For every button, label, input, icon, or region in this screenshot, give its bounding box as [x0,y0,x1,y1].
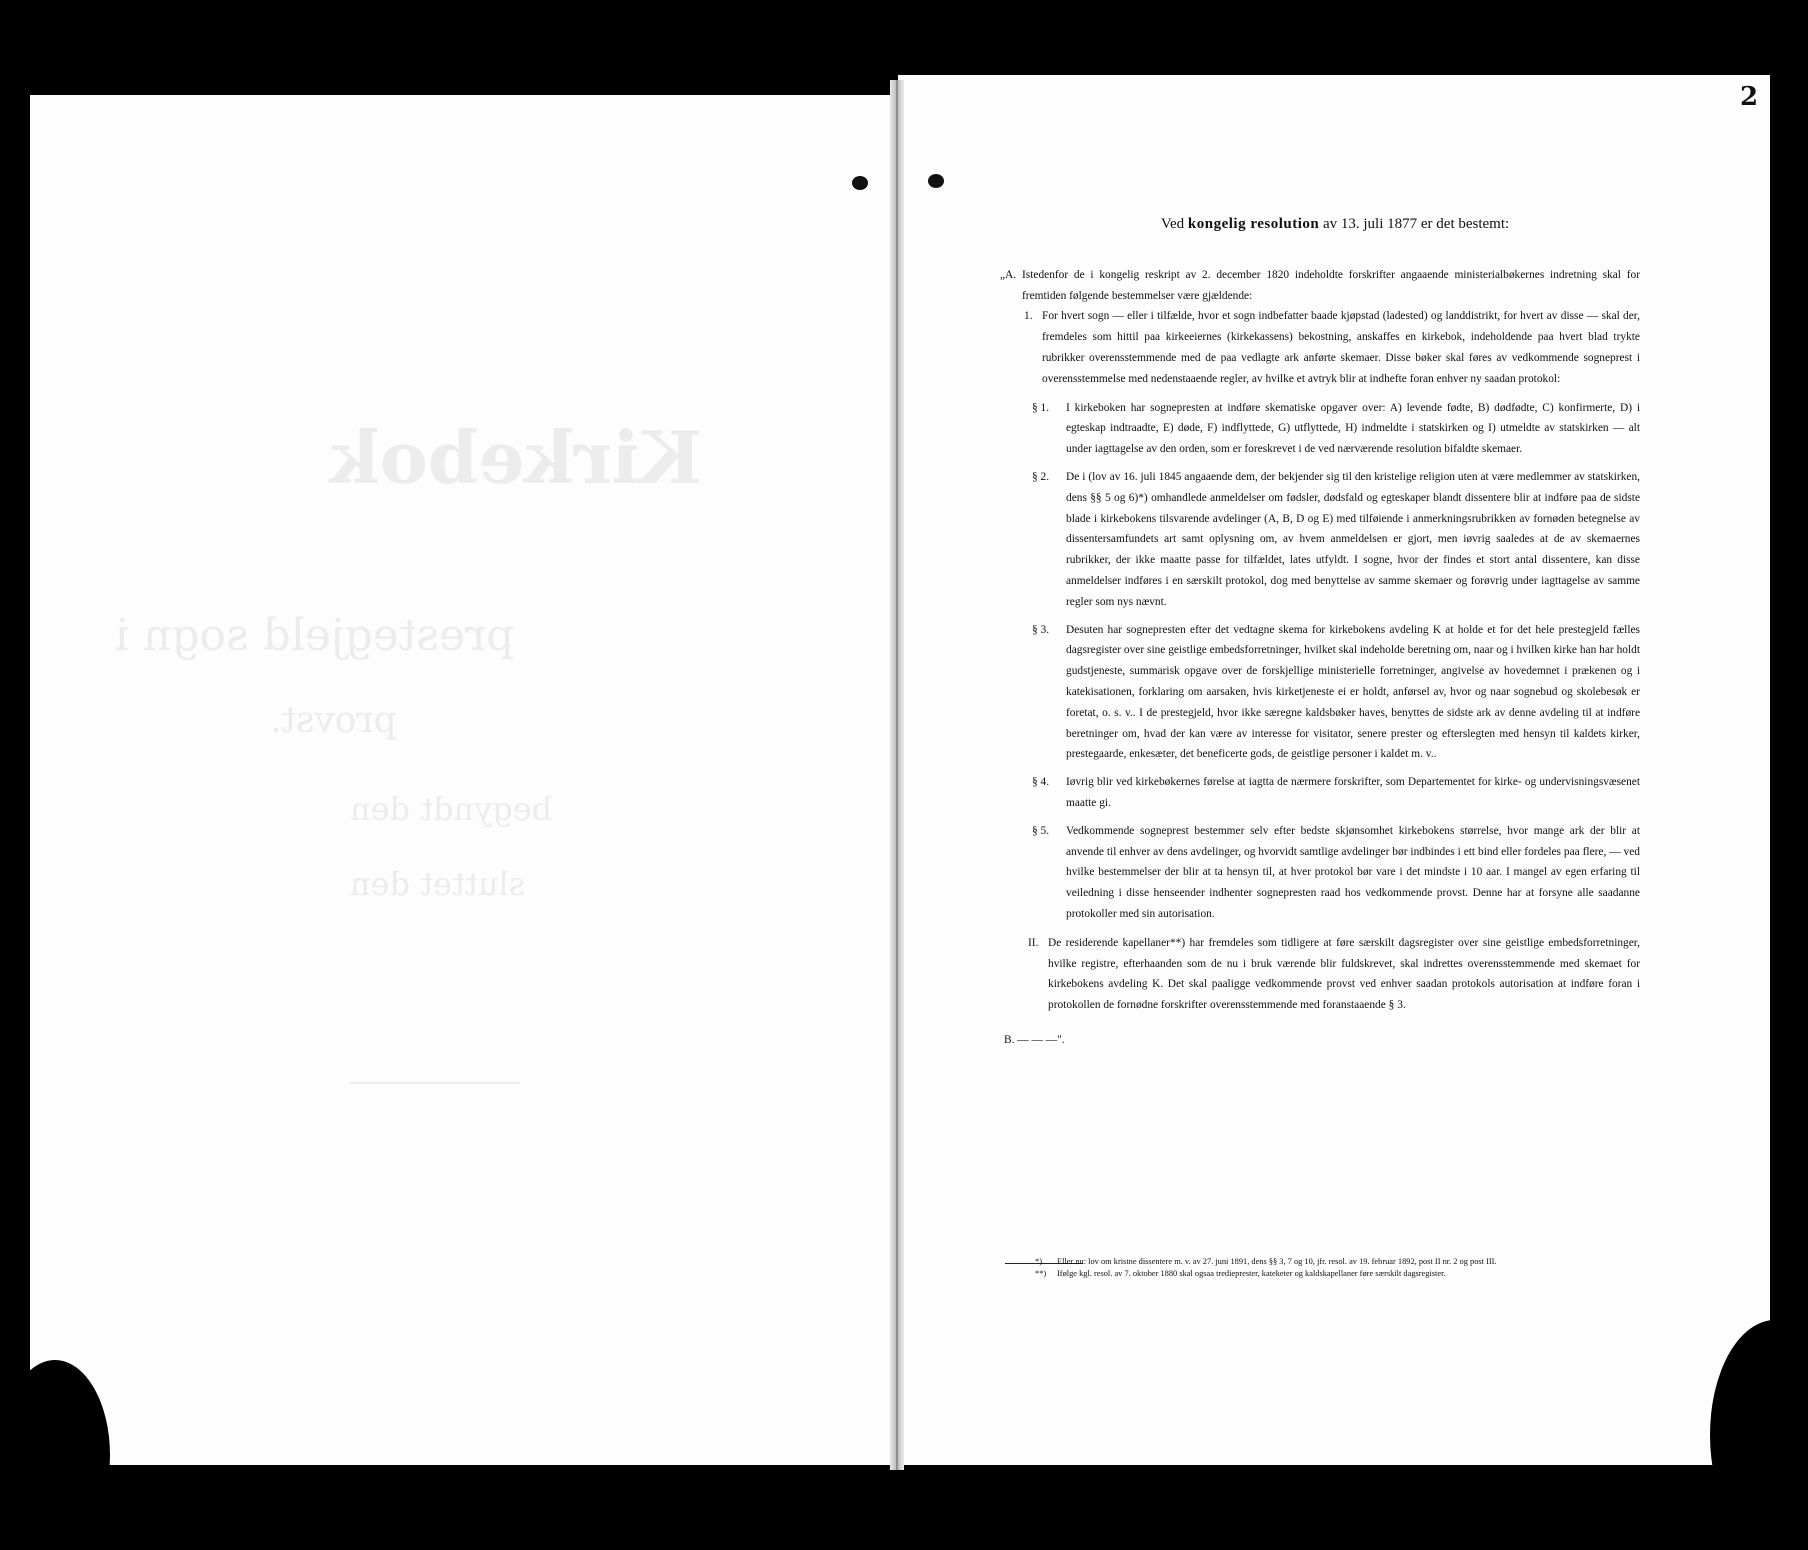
paragraph-text: Iøvrig blir ved kirkebøkernes førelse at iagtta de nærmere forskrifter, som Departementet for kirke- og undervisningsvæsenet maatte gi. [1066,776,1640,809]
paragraph-label: § 4. [1032,776,1050,789]
bleed-through-text: sluttet den [350,865,525,903]
item-label: 1. [1024,310,1033,323]
bleed-through-text: prestegjeld sogn i [115,610,515,661]
paragraph-3 [1032,620,1640,766]
item-text: De residerende kapellaner**) har fremdeles som tidligere at føre særskilt dagsregister over sine geistlige embedsforretninger, hvilke registre, efterhaanden som de nu i bruk værende blir fuldskrevet, skal indrettes overensstemmende med skemaet for kirkebokens avdeling K. Det skal paaligge vedkommende provst ved enhver saadan protokols autorisation at indføre foran i protokollen de fornødne forskrifter overensstemmende med foranstaaende § 3. [1048,936,1640,1012]
paragraph-1 [1032,398,1640,460]
corner-shadow [0,1360,110,1550]
bleed-through-text: provst. [270,700,397,741]
closing-line: B. — — —". [1004,1033,1065,1046]
paragraph-5 [1032,821,1640,925]
item-1 [1024,306,1640,389]
paragraph-label: § 5. [1032,824,1050,837]
bleed-through-rule [350,1082,520,1084]
heading-suffix: av 13. juli 1877 er det bestemt: [1322,216,1510,232]
section-a [1000,265,1640,307]
bleed-through-title: Kirkebok [330,415,702,500]
footnotes [1035,1256,1635,1280]
heading-prefix: Ved [1160,216,1185,232]
paragraph-label: § 1. [1032,401,1050,414]
heading-bold: kongelig resolution [1187,216,1320,232]
paragraph-label: § 3. [1032,623,1050,636]
bleed-through-text: begyndt den [350,790,553,828]
section-label: „A. [1000,268,1017,281]
item-label: II. [1028,936,1039,949]
paragraph-text: Desuten har sognepresten efter det vedtagne skema for kirkebokens avdeling K at holde et for det hele prestegjeld fælles dagsregister over sine geistlige embedsforretninger, hvilket skal indeholde beretning om, naar og i hvilken kirke han har holdt gudstjeneste, summarisk opgave over de forskjellige ministerielle forretninger, angivelse av hovedemnet i prækenen og i katekisationen, forklaring om aarsaken, hvis kirketjeneste ei er holdt, anførsel av, hvor og naar sognebud og skolebesøk er foretat, o. s. v.. I de prestegjeld, hvor ikke særegne kaldsbøker haves, benyttes de sidste ark av denne avdeling til at indføre beretninger om, hvad der kan være av interesse for visitator, senere prester og efterslegten med hensyn til kaldets kirker, prestegaarde, enkesæter, det beneficerte gods, de geistlige personer i kaldet m. v.. [1066,623,1640,761]
resolution-text [1000,210,1640,1051]
left-page [30,95,896,1465]
item-text: For hvert sogn — eller i tilfælde, hvor et sogn indbefatter baade kjøpstad (ladested) og landdistrikt, for hvert av disse — skal der, fremdeles som hittil paa kirkeeiernes (kirkekassens) bekostning, anskaffes en kirkebok, indeholdende paa hvert blad trykte rubrikker overensstemmende med de paa vedlagte ark anførte skemaer. Disse bøker skal føres av vedkommende sogneprest i overensstemmelse med nedenstaaende regler, av hvilke et avtryk blir at indhefte foran enhver ny saadan protokol: [1042,310,1640,385]
paragraph-2 [1032,467,1640,613]
item-2 [1028,933,1640,1016]
binding-hole [852,176,868,190]
footnote [1035,1268,1635,1280]
footnote-label: *) [1035,1257,1042,1266]
binding-hole [928,174,944,188]
page-number: 2 [1740,82,1759,112]
section-text: Istedenfor de i kongelig reskript av 2. december 1820 indeholdte forskrifter angaaende ministerialbøkernes indretning skal for fremtiden følgende bestemmelser være gjældende: [1022,268,1640,302]
footnote-text: Eller nu: lov om kristne dissentere m. v. av 27. juni 1891, dens §§ 3, 7 og 10, jfr. resol. av 19. februar 1892, post II nr. 2 og post III. [1057,1257,1497,1266]
resolution-heading [1000,214,1640,235]
paragraph-text: De i (lov av 16. juli 1845 angaaende dem, der bekjender sig til den kristelige religion uten at være medlemmer av statskirken, dens §§ 5 og 6)*) omhandlede anmeldelser om fødsler, dødsfald og egteskaper blandt dissentere blir at indføre paa de sidste blade i kirkebokens tilsvarende avdelinger (A, B, D og E) med tilføiende i anmerkningsrubrikken av fornøden betegnelse av dissentersamfundets art samt oplysning om, av hvem anmeldelsen er gjort, men iøvrig saaledes at de av skemaernes rubrikker, der ikke maatte passe for tilfældet, lates utfyldt. I sogne, hvor der findes et stort antal dissentere, kan disse anmeldelser indføres i en særskilt protokol, dog med benyttelse av samme skemaer og forøvrig under iagttagelse av samme regler som nys nævnt. [1066,470,1640,608]
paragraph-4 [1032,772,1640,814]
paragraph-label: § 2. [1032,470,1050,483]
footnote-label: **) [1035,1269,1047,1278]
paragraph-text: I kirkeboken har sognepresten at indføre skematiske opgaver over: A) levende fødte, B) dødfødte, C) konfirmerte, D) i egteskap indtraadte, E) døde, F) indflyttede, G) utflyttede, H) indmeldte i statskirken og I) utmeldte av statskirken — alt under iagttagelse av den orden, som er foreskrevet i de ved nærværende resolution bifaldte skemaer. [1066,401,1640,456]
footnote-text: Ifølge kgl. resol. av 7. oktober 1880 skal ogsaa tredieprester, kateketer og kaldskapellaner føre særskilt dagsregister. [1057,1269,1446,1278]
paragraph-text: Vedkommende sogneprest bestemmer selv efter bedste skjønsomhet kirkebokens størrelse, hvor mange ark der blir at anvende til enhver av dens avdelinger, og hvorvidt samtlige avdelinger bør indbindes i ett bind eller fordeles paa flere, — ved hvilke bestemmelser der blir at ta hensyn til, at hver protokol bør vare i det mindste i 10 aar. I mangel av egen erfaring til veiledning i disse henseender indhenter sognepresten raad hos vedkommende provst. Denne har at forsyne alle saadanne protokoller med sin autorisation. [1066,824,1640,920]
book-gutter [890,80,904,1470]
footnote [1035,1256,1635,1268]
